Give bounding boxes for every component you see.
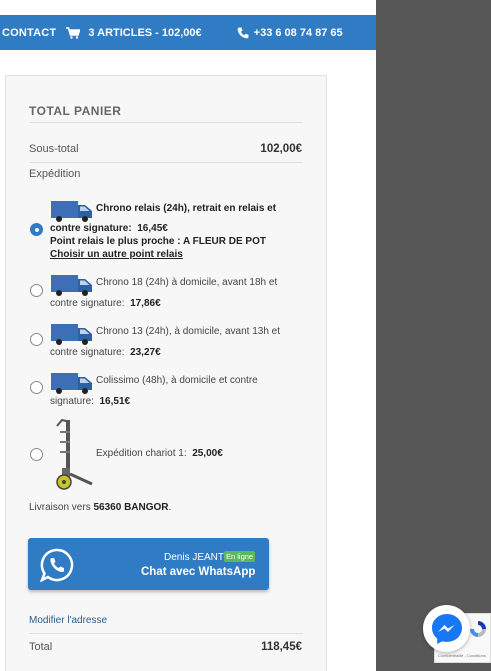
van-icon: [50, 320, 94, 346]
divider: [29, 633, 303, 634]
shipping-option-radio[interactable]: [30, 223, 43, 236]
messenger-icon: [430, 612, 464, 646]
shipping-option-radio[interactable]: [30, 381, 43, 394]
phone-number: +33 6 08 74 87 65: [253, 26, 343, 39]
hand-truck-icon: [48, 418, 96, 492]
choose-relay-link[interactable]: Choisir un autre point relais: [50, 249, 183, 260]
whatsapp-chat-button[interactable]: [28, 538, 269, 590]
online-status-badge: En ligne: [226, 552, 254, 561]
shipping-option-radio[interactable]: [30, 284, 43, 297]
recaptcha-icon: [469, 620, 487, 638]
modify-address-link[interactable]: Modifier l'adresse: [29, 615, 108, 626]
cart-icon: [66, 27, 80, 39]
top-bar: [0, 15, 376, 50]
shipping-option-radio[interactable]: [30, 448, 43, 461]
cart-summary: 3 ARTICLES - 102,00€: [88, 26, 202, 39]
van-icon: [50, 369, 94, 395]
delivery-destination: Livraison vers 56360 BANGOR.: [29, 502, 172, 513]
cart-totals-title: TOTAL PANIER: [29, 104, 122, 118]
shipping-option-price: 17,86€: [130, 298, 161, 309]
shipping-option-text: contre signature: 17,86€: [50, 298, 161, 309]
cart-link[interactable]: [66, 27, 201, 39]
shipping-option-text: Expédition chariot 1: 25,00€: [96, 448, 223, 459]
whatsapp-icon: [40, 548, 74, 582]
total-label: Total: [29, 641, 53, 653]
shipping-option-text: signature: 16,51€: [50, 396, 131, 407]
whatsapp-agent-name: Denis JEANT: [164, 552, 225, 563]
phone-link[interactable]: [237, 27, 343, 39]
shipping-option-text: Chrono 18 (24h) à domicile, avant 18h et: [96, 277, 278, 288]
shipping-option-price: 16,45€: [137, 223, 168, 234]
whatsapp-chat-label: Chat avec WhatsApp: [141, 566, 256, 578]
shipping-option-text: Chrono relais (24h), retrait en relais et: [96, 203, 277, 214]
van-icon: [50, 271, 94, 297]
phone-icon: [237, 27, 249, 39]
van-icon: [50, 197, 94, 223]
shipping-option-text: contre signature: 23,27€: [50, 347, 161, 358]
recaptcha-terms[interactable]: Confidentialité - Conditions: [438, 653, 486, 658]
divider: [29, 122, 303, 123]
shipping-option-price: 25,00€: [192, 448, 223, 459]
shipping-option-text: Colissimo (48h), à domicile et contre: [96, 375, 258, 386]
divider: [29, 162, 303, 163]
top-white-strip: [0, 0, 378, 15]
subtotal-label: Sous-total: [29, 143, 79, 155]
contact-link[interactable]: CONTACT: [2, 26, 57, 39]
side-overlay: [376, 0, 491, 671]
relay-point-label: Point relais le plus proche : A FLEUR DE POT: [50, 236, 266, 247]
subtotal-value: 102,00€: [260, 143, 302, 155]
shipping-option-radio[interactable]: [30, 333, 43, 346]
shipping-label: Expédition: [29, 168, 81, 180]
total-value: 118,45€: [261, 641, 302, 653]
shipping-option-price: 23,27€: [130, 347, 161, 358]
messenger-chat-button[interactable]: [423, 605, 470, 652]
shipping-option-text: contre signature: 16,45€: [50, 223, 168, 234]
shipping-option-price: 16,51€: [99, 396, 131, 407]
shipping-option-text: Chrono 13 (24h), à domicile, avant 13h et: [96, 326, 280, 337]
